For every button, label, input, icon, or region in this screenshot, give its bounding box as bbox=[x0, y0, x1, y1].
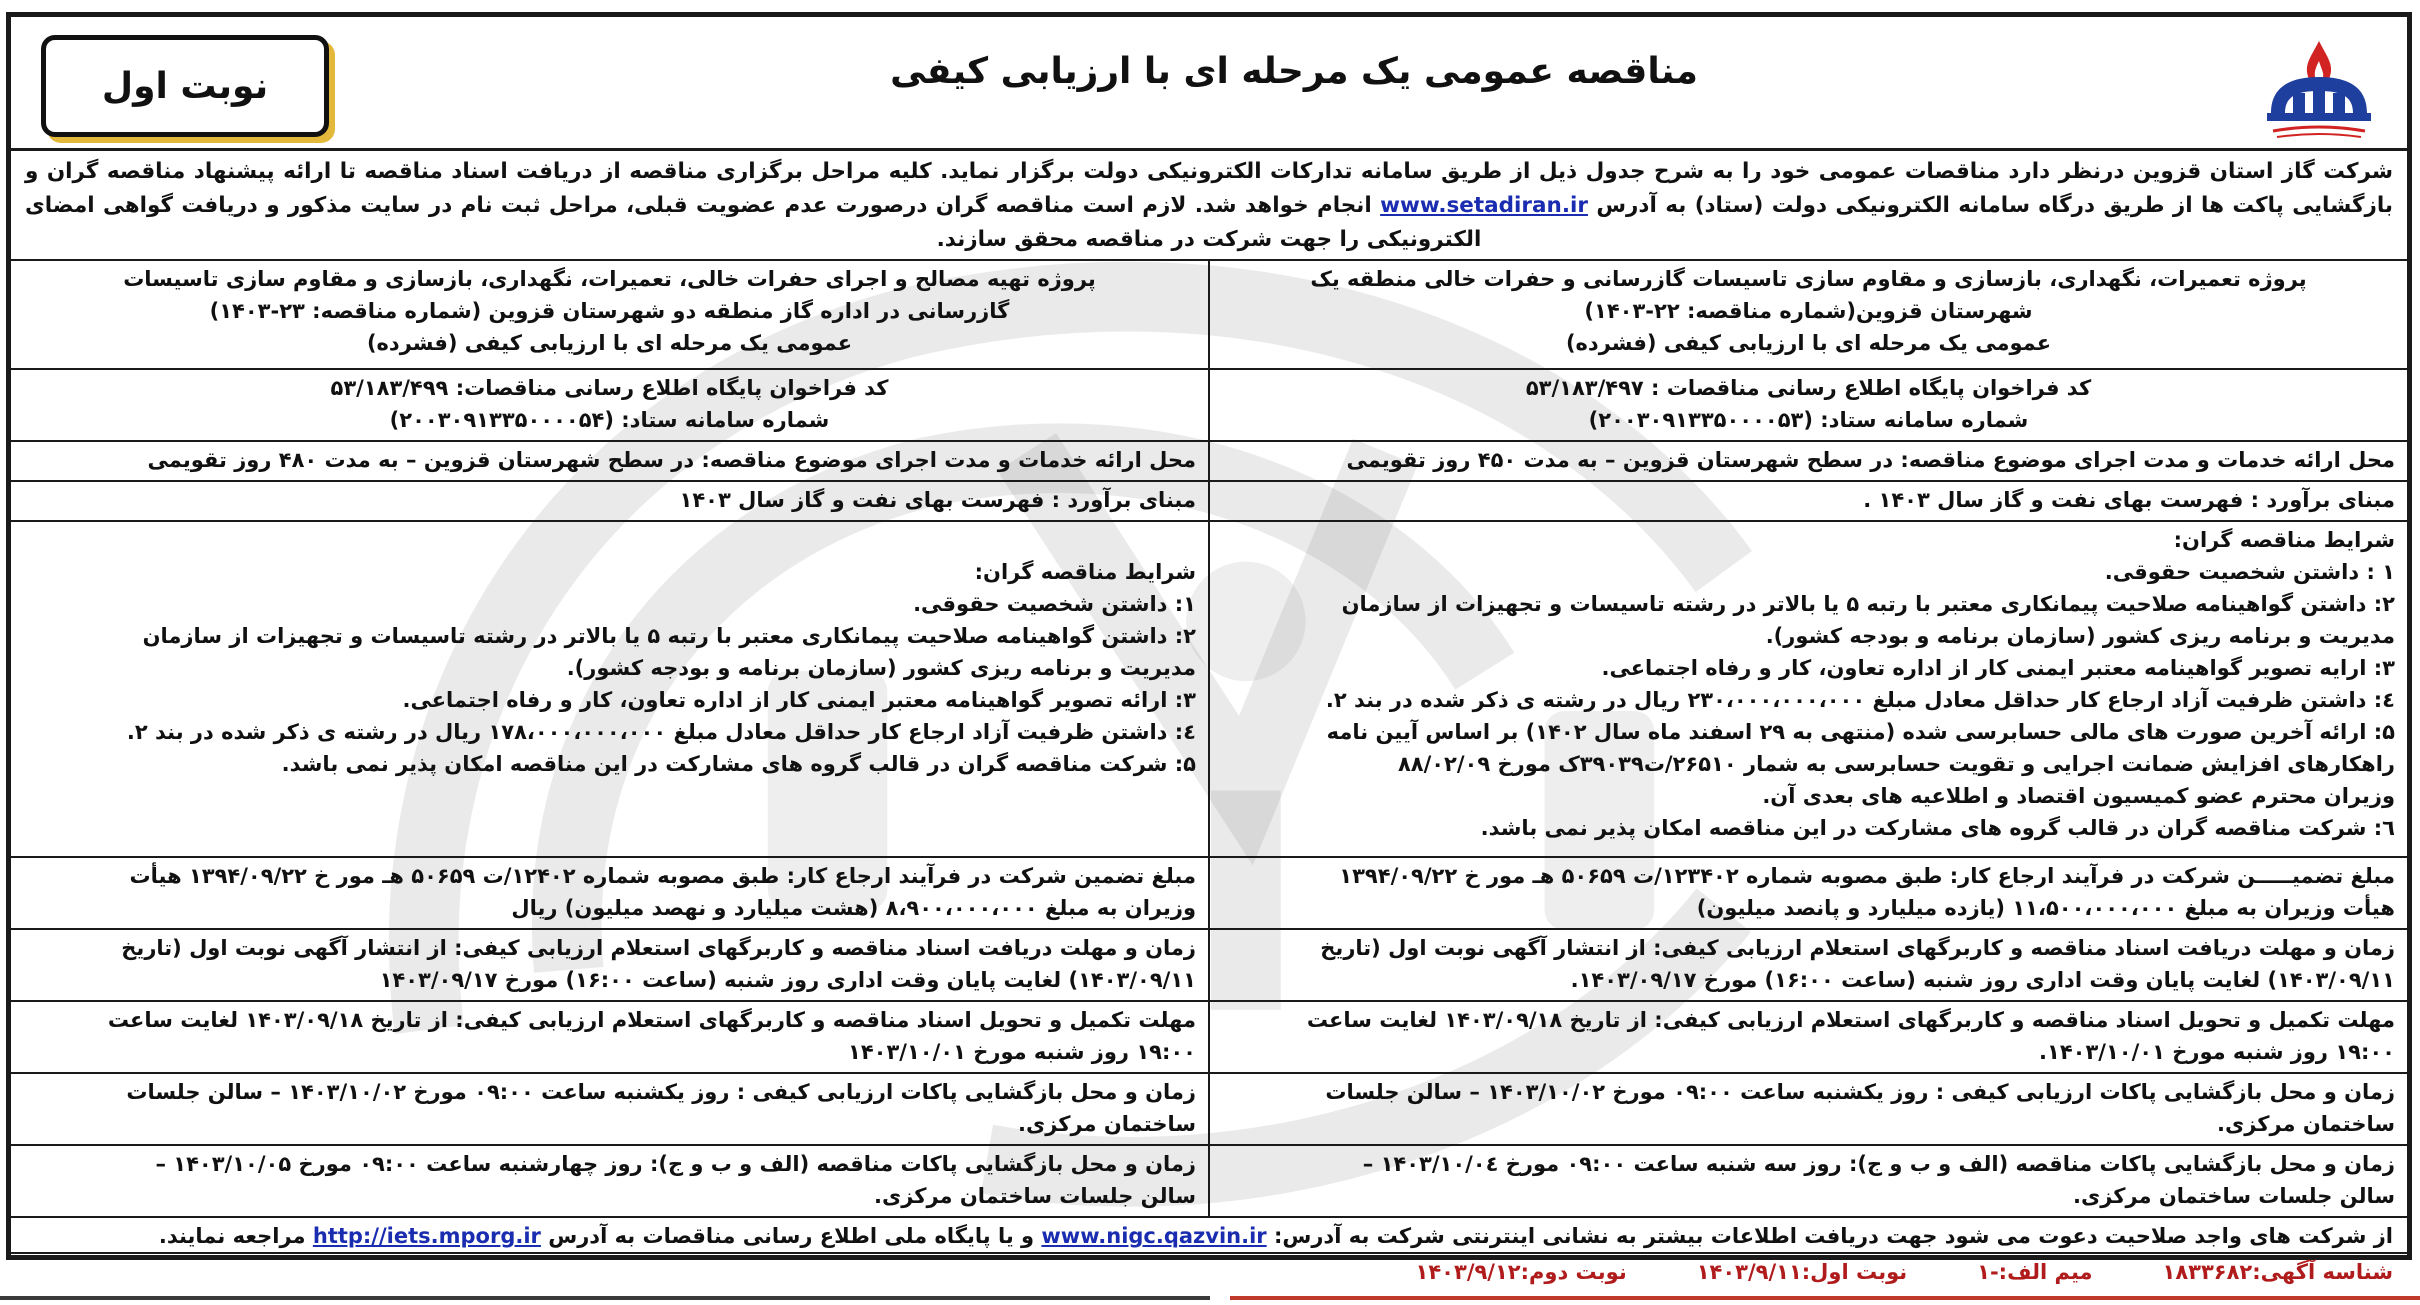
condition-line: ٦: شرکت مناقصه گران در قالب گروه های مشارکت در این مناقصه امکان پذیر نمی باشد. bbox=[1480, 816, 2395, 840]
tender-23-title-line: پروژه تهیه مصالح و اجرای حفرات خالی، تعمیرات، نگهداری، بازسازی و مقاوم سازی تاسیسات bbox=[123, 267, 1096, 291]
bottom-rule bbox=[0, 1296, 2420, 1302]
tender-22-title-line: پروژه تعمیرات، نگهداری، بازسازی و مقاوم سازی تاسیسات گازرسانی و حفرات خالی منطقه یک bbox=[1310, 267, 2307, 291]
tender-22-code-line: کد فراخوان پایگاه اطلاع رسانی مناقصات : ۵۳/۱۸۳/۴۹۷ bbox=[1525, 376, 2092, 400]
table-row-guarantee bbox=[11, 857, 2407, 929]
tender-22-docs-submit bbox=[1209, 1001, 2407, 1073]
second-turn-date: نوبت دوم:۱۴۰۳/۹/۱۲ bbox=[1415, 1260, 1627, 1284]
table-row-envelopes-opening bbox=[11, 1145, 2407, 1217]
docs-receive-line: ۱۴۰۳/۰۹/۱۱) لغایت پایان وقت اداری روز شنبه (ساعت ۱۶:۰۰) مورخ ۱۴۰۳/۰۹/۱۷. bbox=[1570, 968, 2395, 992]
condition-line: ٤: داشتن ظرفیت آزاد ارجاع کار حداقل معادل مبلغ ۱۷۸،۰۰۰،۰۰۰،۰۰۰ ریال در رشته ی ذکر شده در بند ۲. bbox=[126, 720, 1196, 744]
advertisement-frame bbox=[6, 12, 2412, 1284]
tender-23-title bbox=[11, 261, 1209, 369]
condition-line: راهکارهای افزایش ضمانت اجرایی و تقویت حسابرسی به شمار ۲۶۵۱۰/ت۳۹۰۳۹ک مورخ ۸۸/۰۲/۰۹ bbox=[1397, 752, 2395, 776]
condition-line: وزیران محترم عضو کمیسیون اقتصاد و اطلاعیه های بعدی آن. bbox=[1762, 784, 2395, 808]
tender-22-title bbox=[1209, 261, 2407, 369]
tender-22-title-line: شهرستان قزوین(شماره مناقصه: ۲۲-۱۴۰۳) bbox=[1584, 299, 2033, 323]
envelopes-opening-line: زمان و محل بازگشایی پاکات مناقصه (الف و ب و ج): روز چهارشنبه ساعت ۰۹:۰۰ مورخ ۱۴۰۳/۱۰/۰۵ – bbox=[155, 1152, 1196, 1176]
tender-23-title-line: عمومی یک مرحله ای با ارزیابی کیفی (فشرده) bbox=[366, 331, 853, 355]
tender-23-code-line: شماره سامانه ستاد: (۲۰۰۳۰۹۱۳۳۵۰۰۰۰۵۴) bbox=[389, 408, 830, 432]
guarantee-line: وزیران به مبلغ ۸،۹۰۰،۰۰۰،۰۰۰ (هشت میلیارد و نهصد میلیون) ریال bbox=[511, 896, 1196, 920]
table-row-docs-submit bbox=[11, 1001, 2407, 1073]
quality-opening-line: ساختمان مرکزی. bbox=[2216, 1112, 2395, 1136]
page-title: مناقصه عمومی یک مرحله ای با ارزیابی کیفی bbox=[890, 51, 1698, 92]
guarantee-line: مبلغ تضمیـــــن شرکت در فرآیند ارجاع کار: طبق مصوبه شماره ۱۲۳۴۰۲/ت ۵۰۶۵۹ هـ مور خ ۱۳۹۴/۰۹/۲۲ bbox=[1339, 864, 2395, 888]
condition-line: ۱: داشتن شخصیت حقوقی. bbox=[913, 592, 1196, 616]
tender-22-codes bbox=[1209, 369, 2407, 441]
table-row-project bbox=[11, 261, 2407, 369]
condition-line: ۵: شرکت مناقصه گران در قالب گروه های مشارکت در این مناقصه امکان پذیر نمی باشد. bbox=[281, 752, 1196, 776]
tender-22-envelopes-opening bbox=[1209, 1145, 2407, 1217]
nigc-logo-icon bbox=[2253, 35, 2385, 143]
condition-line: مدیریت و برنامه ریزی کشور (سازمان برنامه و بودجه کشور). bbox=[1765, 624, 2395, 648]
setadiran-link[interactable]: www.setadiran.ir bbox=[1380, 193, 1588, 218]
table-row-quality-opening bbox=[11, 1073, 2407, 1145]
tender-23-envelopes-opening bbox=[11, 1145, 1209, 1217]
condition-line: ۲: داشتن گواهینامه صلاحیت پیمانکاری معتبر با رتبه ۵ یا بالاتر در رشته تاسیسات و تجهیزات از سازمان bbox=[1341, 592, 2395, 616]
tender-22-docs-receive bbox=[1209, 929, 2407, 1001]
turn-badge: نوبت اول bbox=[41, 35, 329, 137]
tender-23-guarantee bbox=[11, 857, 1209, 929]
tender-23-conditions bbox=[11, 521, 1209, 857]
footer-text-3: مراجعه نمایند. bbox=[158, 1224, 306, 1248]
condition-line: ۱ : داشتن شخصیت حقوقی. bbox=[2104, 560, 2395, 584]
condition-line: ۵: ارائه آخرین صورت های مالی حسابرسی شده (منتهی به ۲۹ اسفند ماه سال ۱۴۰۲) بر اساس آیین نامه bbox=[1326, 720, 2395, 744]
condition-line: ۳: ارائه تصویر گواهینامه معتبر ایمنی کار از اداره تعاون، کار و رفاه اجتماعی. bbox=[402, 688, 1196, 712]
tender-22-location: محل ارائه خدمات و مدت اجرای موضوع مناقصه: در سطح شهرستان قزوین – به مدت ۴۵۰ روز تقویمی bbox=[1209, 441, 2407, 481]
envelopes-opening-line: سالن جلسات ساختمان مرکزی. bbox=[873, 1184, 1196, 1208]
docs-submit-line: ۱۹:۰۰ روز شنبه مورخ ۱۴۰۳/۱۰/۰۱. bbox=[2039, 1040, 2395, 1064]
quality-opening-line: زمان و محل بازگشایی پاکات ارزیابی کیفی : روز یکشنبه ساعت ۰۹:۰۰ مورخ ۱۴۰۳/۱۰/۰۲ – سالن جلسات bbox=[126, 1080, 1196, 1104]
tender-22-title-line: عمومی یک مرحله ای با ارزیابی کیفی (فشرده) bbox=[1565, 331, 2052, 355]
condition-line: شرایط مناقصه گران: bbox=[974, 560, 1196, 584]
tender-23-docs-receive bbox=[11, 929, 1209, 1001]
quality-opening-line: زمان و محل بازگشایی پاکات ارزیابی کیفی : روز یکشنبه ساعت ۰۹:۰۰ مورخ ۱۴۰۳/۱۰/۰۲ – سالن جلسات bbox=[1325, 1080, 2395, 1104]
tender-23-codes bbox=[11, 369, 1209, 441]
tender-23-quality-opening bbox=[11, 1073, 1209, 1145]
header bbox=[11, 17, 2407, 151]
envelopes-opening-line: زمان و محل بازگشایی پاکات مناقصه (الف و ب و ج): روز سه شنبه ساعت ۰۹:۰۰ مورخ ۱۴۰۳/۱۰/۰٤ – bbox=[1362, 1152, 2395, 1176]
tender-23-estimate: مبنای برآورد : فهرست بهای نفت و گاز سال ۱۴۰۳ bbox=[11, 481, 1209, 521]
docs-receive-line: زمان و مهلت دریافت اسناد مناقصه و کاربرگهای استعلام ارزیابی کیفی: از انتشار آگهی نوبت اول (تاریخ bbox=[121, 936, 1196, 960]
table-row-codes bbox=[11, 369, 2407, 441]
ad-id: شناسه آگهی:۱۸۳۳۶۸۲ bbox=[2162, 1260, 2393, 1284]
docs-submit-line: ۱۹:۰۰ روز شنبه مورخ ۱۴۰۳/۱۰/۰۱ bbox=[848, 1040, 1196, 1064]
nigc-qazvin-link[interactable]: www.nigc.qazvin.ir bbox=[1041, 1224, 1267, 1248]
tender-22-guarantee bbox=[1209, 857, 2407, 929]
iets-link[interactable]: http://iets.mporg.ir bbox=[312, 1224, 541, 1248]
footer-text-1: از شرکت های واجد صلاحیت دعوت می شود جهت دریافت اطلاعات بیشتر به نشانی اینترنتی شرکت به آدرس: bbox=[1273, 1224, 2393, 1248]
tender-22-conditions bbox=[1209, 521, 2407, 857]
footer-text-2: و یا پایگاه ملی اطلاع رسانی مناقصات به آدرس bbox=[548, 1224, 1035, 1248]
tender-22-estimate: مبنای برآورد : فهرست بهای نفت و گاز سال ۱۴۰۳ . bbox=[1209, 481, 2407, 521]
condition-line: ۳: ارایه تصویر گواهینامه معتبر ایمنی کار از اداره تعاون، کار و رفاه اجتماعی. bbox=[1601, 656, 2395, 680]
intro-text-2: انجام خواهد شد. لازم است مناقصه گران درصورت عدم عضویت قبلی، مراحل ثبت نام در سایت مذکور و دریافت گواهی امضای الکترونیکی را جهت شرکت در مناقصه محقق سازند. bbox=[25, 193, 1482, 252]
table-row-docs-receive bbox=[11, 929, 2407, 1001]
tender-22-quality-opening bbox=[1209, 1073, 2407, 1145]
docs-receive-line: زمان و مهلت دریافت اسناد مناقصه و کاربرگهای استعلام ارزیابی کیفی: از انتشار آگهی نوبت اول (تاریخ bbox=[1320, 936, 2395, 960]
condition-line: ۲: داشتن گواهینامه صلاحیت پیمانکاری معتبر با رتبه ۵ یا بالاتر در رشته تاسیسات و تجهیزات از سازمان bbox=[142, 624, 1196, 648]
tender-23-location: محل ارائه خدمات و مدت اجرای موضوع مناقصه: در سطح شهرستان قزوین – به مدت ۴۸۰ روز تقویمی bbox=[11, 441, 1209, 481]
table-row-conditions bbox=[11, 521, 2407, 857]
first-turn-date: نوبت اول:۱۴۰۳/۹/۱۱ bbox=[1696, 1260, 1908, 1284]
ad-meta bbox=[11, 1254, 2407, 1292]
intro-text-1: شرکت گاز استان قزوین درنظر دارد مناقصات عمومی خود را به شرح جدول ذیل از طریق سامانه تدارکات الکترونیکی دولت برگزار نماید. کلیه مراحل برگزاری مناقصه از دریافت اسناد مناقصه تا ارائه پیشنهاد مناقصه گران و بازگشایی پاکت ها از طریق درگاه سامانه الکترونیکی دولت (ستاد) به آدرس bbox=[25, 159, 2393, 218]
condition-line: ٤: داشتن ظرفیت آزاد ارجاع کار حداقل معادل مبلغ ۲۳۰،۰۰۰،۰۰۰،۰۰۰ ریال در رشته ی ذکر شده در بند ۲. bbox=[1325, 688, 2395, 712]
guarantee-line: هیأت وزیران به مبلغ ۱۱،۵۰۰،۰۰۰،۰۰۰ (یازده میلیارد و پانصد میلیون) bbox=[1696, 896, 2395, 920]
mim-code: میم الف:-۱ bbox=[1977, 1260, 2093, 1284]
docs-receive-line: ۱۴۰۳/۰۹/۱۱) لغایت پایان وقت اداری روز شنبه (ساعت ۱۶:۰۰) مورخ ۱۴۰۳/۰۹/۱۷ bbox=[379, 968, 1196, 992]
quality-opening-line: ساختمان مرکزی. bbox=[1017, 1112, 1196, 1136]
guarantee-line: مبلغ تضمین شرکت در فرآیند ارجاع کار: طبق مصوبه شماره ۱۲۴۰۲/ت ۵۰۶۵۹ هـ مور خ ۱۳۹۴/۰۹/۲۲ هیأت bbox=[129, 864, 1196, 888]
envelopes-opening-line: سالن جلسات ساختمان مرکزی. bbox=[2072, 1184, 2395, 1208]
tender-23-code-line: کد فراخوان پایگاه اطلاع رسانی مناقصات: ۵۳/۱۸۳/۴۹۹ bbox=[330, 376, 889, 400]
footer-note bbox=[11, 1218, 2407, 1254]
advertisement-body bbox=[11, 151, 2407, 1292]
intro-paragraph bbox=[11, 151, 2407, 261]
tender-23-docs-submit bbox=[11, 1001, 1209, 1073]
docs-submit-line: مهلت تکمیل و تحویل اسناد مناقصه و کاربرگهای استعلام ارزیابی کیفی: از تاریخ ۱۴۰۳/۰۹/۱۸ لغایت ساعت bbox=[1306, 1008, 2395, 1032]
table-row-estimate bbox=[11, 481, 2407, 521]
condition-line: شرایط مناقصه گران: bbox=[2173, 528, 2395, 552]
tender-23-title-line: گازرسانی در اداره گاز منطقه دو شهرستان قزوین (شماره مناقصه: ۲۳-۱۴۰۳) bbox=[209, 299, 1010, 323]
tender-22-code-line: شماره سامانه ستاد: (۲۰۰۳۰۹۱۳۳۵۰۰۰۰۵۳) bbox=[1588, 408, 2029, 432]
tenders-table bbox=[11, 261, 2407, 1218]
table-row-location bbox=[11, 441, 2407, 481]
condition-line: مدیریت و برنامه ریزی کشور (سازمان برنامه و بودجه کشور). bbox=[566, 656, 1196, 680]
docs-submit-line: مهلت تکمیل و تحویل اسناد مناقصه و کاربرگهای استعلام ارزیابی کیفی: از تاریخ ۱۴۰۳/۰۹/۱۸ لغایت ساعت bbox=[107, 1008, 1196, 1032]
